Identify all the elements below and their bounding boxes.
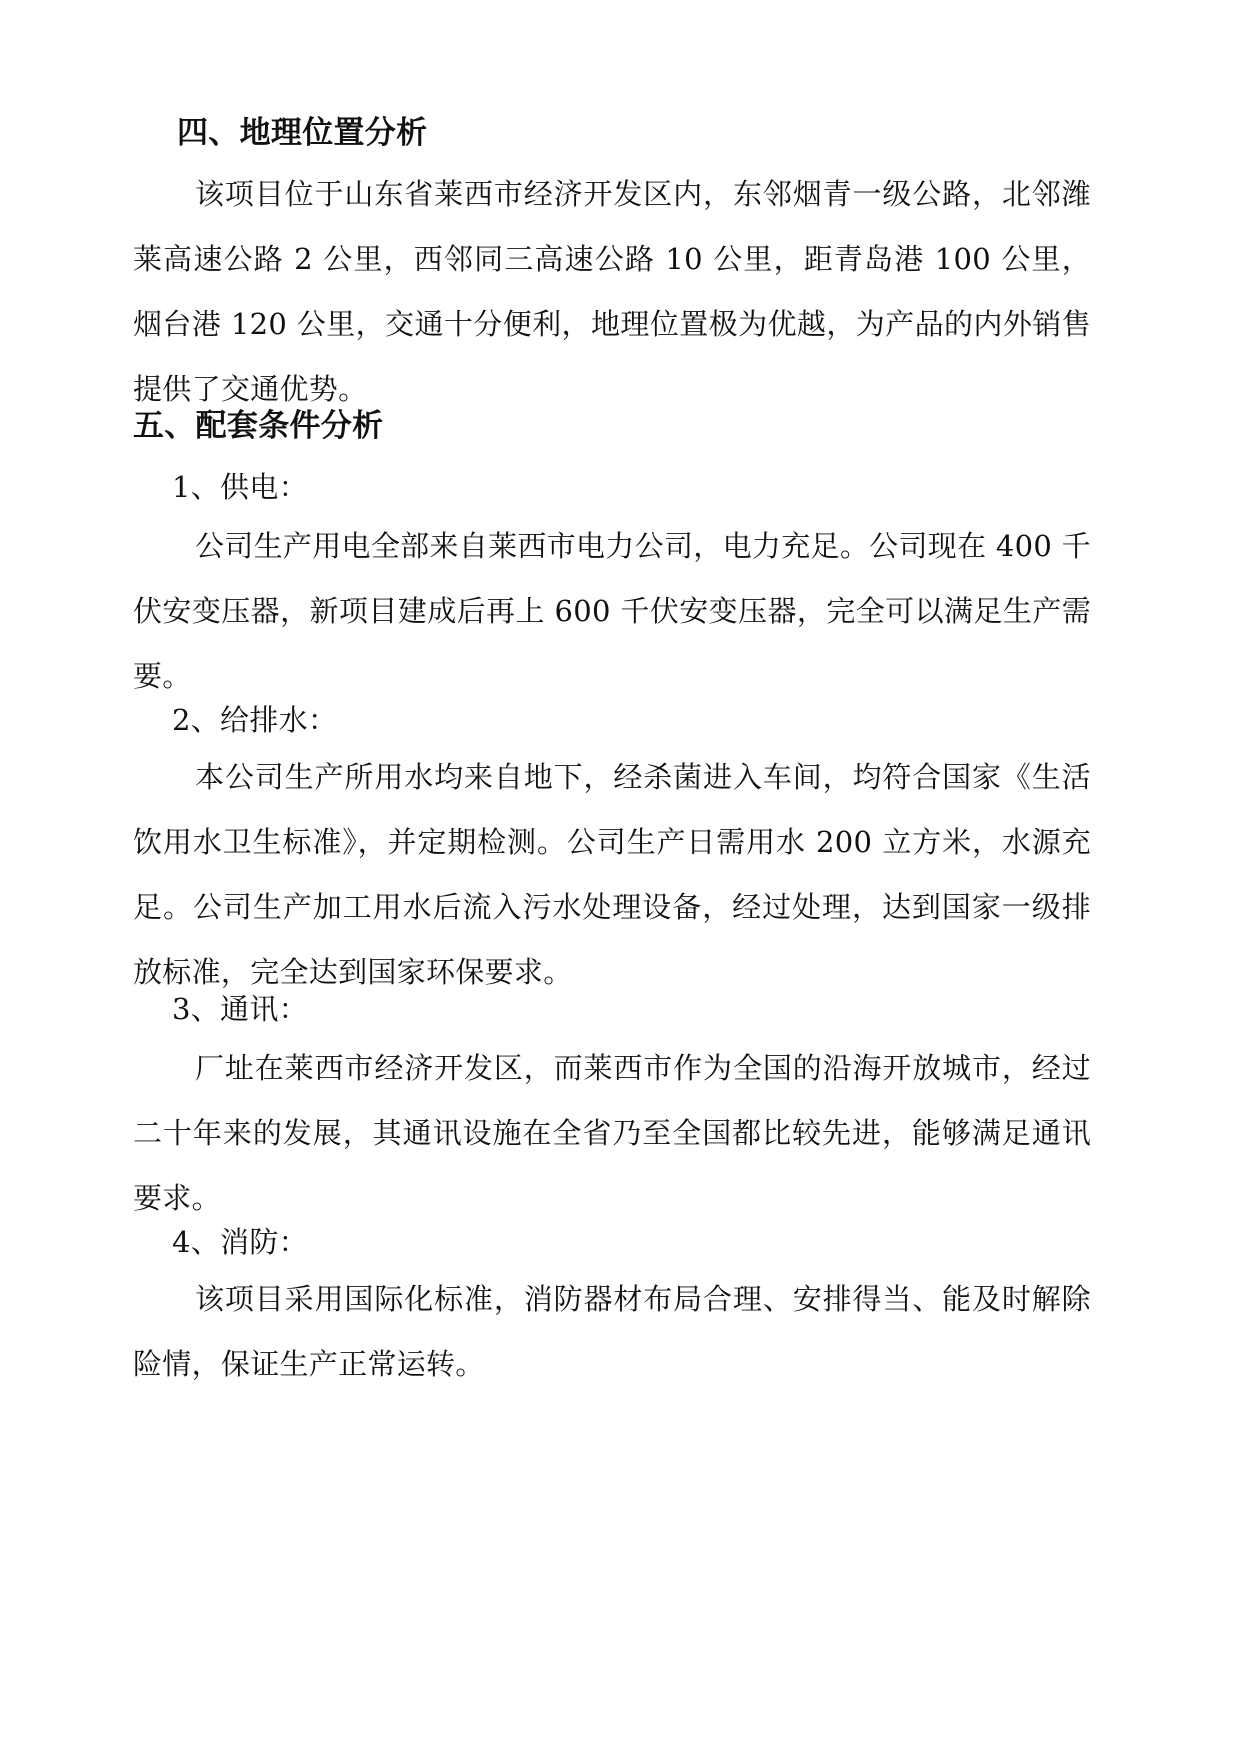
- subsection-label-power: 1、供电：: [172, 470, 308, 504]
- paragraph-water: 本公司生产所用水均来自地下，经杀菌进入车间，均符合国家《生活饮用水卫生标准》，并定期检测。公司生产日需用水 200 立方米，水源充足。公司生产加工用水后流入污水处理设备，经过处理，达到国家一级排放标准，完全达到国家环保要求。: [133, 760, 1091, 989]
- subsection-label-water: 2、给排水：: [172, 703, 338, 737]
- subsection-label-fire: 4、消防：: [172, 1225, 308, 1259]
- section-heading-facilities: 五、配套条件分析: [133, 408, 384, 444]
- section-heading-geography: 四、地理位置分析: [177, 115, 428, 151]
- paragraph-geography: 该项目位于山东省莱西市经济开发区内，东邻烟青一级公路，北邻潍莱高速公路 2 公里，西邻同三高速公路 10 公里，距青岛港 100 公里，烟台港 120 公里，交通十分便利，地理位置极为优越，为产品的内外销售提供了交通优势。: [133, 177, 1091, 406]
- subsection-label-communication: 3、通讯：: [172, 992, 308, 1026]
- paragraph-fire: 该项目采用国际化标准，消防器材布局合理、安排得当、能及时解除险情，保证生产正常运转。: [133, 1282, 1091, 1381]
- paragraph-communication: 厂址在莱西市经济开发区，而莱西市作为全国的沿海开放城市，经过二十年来的发展，其通讯设施在全省乃至全国都比较先进，能够满足通讯要求。: [133, 1051, 1091, 1215]
- paragraph-power: 公司生产用电全部来自莱西市电力公司，电力充足。公司现在 400 千伏安变压器，新项目建成后再上 600 千伏安变压器，完全可以满足生产需要。: [133, 529, 1091, 693]
